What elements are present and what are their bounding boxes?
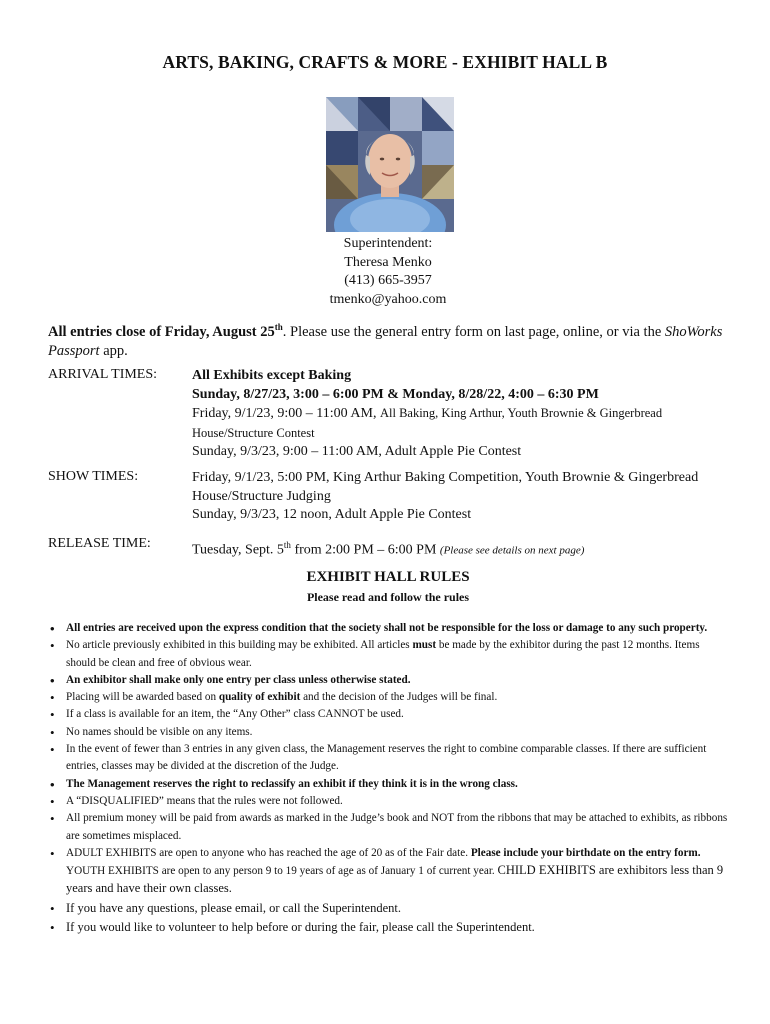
- show-times-value: [192, 469, 732, 525]
- entries-deadline: [48, 318, 728, 361]
- arrival-line-1: Sunday, 8/27/23, 3:00 – 6:00 PM & Monday, 8/28/22, 4:00 – 6:30 PM: [192, 386, 599, 402]
- release-note: (Please see details on next page): [439, 544, 585, 557]
- arrival-times-row: [48, 367, 728, 462]
- arrival-line-2-events: All Baking, King Arthur, Youth Brownie & Gingerbread House/Structure Contest: [192, 406, 663, 440]
- contact-phone: (413) 665-3957: [344, 273, 432, 288]
- rule-item: • If a class is available for an item, the “Any Other” class CANNOT be used.: [48, 706, 728, 723]
- show-times-label: SHOW TIMES:: [48, 469, 139, 484]
- superintendent-photo: [326, 97, 454, 232]
- arrival-line-2-date: Friday, 9/1/23, 9:00 – 11:00 AM,: [192, 406, 380, 421]
- entries-deadline-bold: All entries close of Friday, August 25: [48, 323, 275, 340]
- arrival-line-2: [192, 404, 732, 443]
- rule-item: • An exhibitor shall make only one entry per class unless otherwise stated.: [48, 672, 728, 689]
- entries-deadline-sup: th: [274, 322, 283, 332]
- rule-item: • ADULT EXHIBITS are open to anyone who has reached the age of 20 as of the Fair date. Please include your birthdate on the entry form. YOUTH EXHIBITS are open to any person 9 to 19 years of age as of January 1 of current year. CHILD EXHIBITS are exhibitors less than 9 years and have their own classes.: [48, 845, 728, 899]
- rule-item: • No names should be visible on any items.: [48, 724, 728, 741]
- release-time-value: [192, 536, 732, 560]
- release-time-label: RELEASE TIME:: [48, 536, 151, 551]
- rule-item: • No article previously exhibited in this building may be exhibited. All articles must be made by the exhibitor during the past 12 months. Items should be clean and free of obvious wear.: [48, 637, 728, 672]
- release-hours: from 2:00 PM – 6:00 PM: [290, 542, 440, 558]
- rules-title: EXHIBIT HALL RULES: [306, 569, 470, 585]
- arrival-times-label: ARRIVAL TIMES:: [48, 367, 158, 382]
- arrival-heading: All Exhibits except Baking: [192, 368, 352, 383]
- rule-item: • If you would like to volunteer to help before or during the fair, please call the Superintendent.: [48, 918, 728, 937]
- arrival-line-3: Sunday, 9/3/23, 9:00 – 11:00 AM, Adult Apple Pie Contest: [192, 444, 522, 459]
- rule-item: • All entries are received upon the express condition that the society shall not be responsible for the loss or damage to any such property.: [48, 620, 728, 637]
- rule-item: • The Management reserves the right to reclassify an exhibit if they think it is in the wrong class.: [48, 776, 728, 793]
- rule-item: • A “DISQUALIFIED” means that the rules were not followed.: [48, 793, 728, 810]
- rule-item: • Placing will be awarded based on quality of exhibit and the decision of the Judges will be final.: [48, 689, 728, 706]
- app-suffix: app.: [99, 342, 128, 359]
- release-time-row: [48, 536, 728, 556]
- arrival-times-value: [192, 367, 732, 462]
- release-date-sup: th: [283, 540, 291, 550]
- app-name: ShoWorks Passport: [48, 323, 723, 359]
- rules-subtitle: Please read and follow the rules: [306, 590, 470, 604]
- release-date: Tuesday, Sept. 5: [192, 542, 284, 558]
- rule-item: • In the event of fewer than 3 entries in any given class, the Management reserves the right to combine comparable classes. If there are sufficient entries, classes may be divided at the discretion of the Judge.: [48, 741, 728, 776]
- contact-role: Superintendent:: [343, 236, 433, 251]
- show-times-row: [48, 469, 728, 525]
- rule-item: • All premium money will be paid from awards as marked in the Judge’s book and NOT from the ribbons that may be attached to exhibits, as ribbons are sometimes misplaced.: [48, 810, 728, 845]
- superintendent-contact: [0, 235, 770, 309]
- show-line-2: Sunday, 9/3/23, 12 noon, Adult Apple Pie Contest: [192, 507, 472, 522]
- contact-email[interactable]: tmenko@yahoo.com: [329, 291, 447, 307]
- entries-deadline-text: . Please use the general entry form on last page, online, or via the: [282, 323, 665, 340]
- page-title: ARTS, BAKING, CRAFTS & MORE - EXHIBIT HALL B: [162, 52, 608, 72]
- contact-name: Theresa Menko: [344, 254, 432, 270]
- show-line-1: Friday, 9/1/23, 5:00 PM, King Arthur Baking Competition, Youth Brownie & Gingerbread House/Structure Judging: [192, 470, 699, 504]
- rules-list: [48, 620, 728, 937]
- rule-item: • If you have any questions, please email, or call the Superintendent.: [48, 899, 728, 918]
